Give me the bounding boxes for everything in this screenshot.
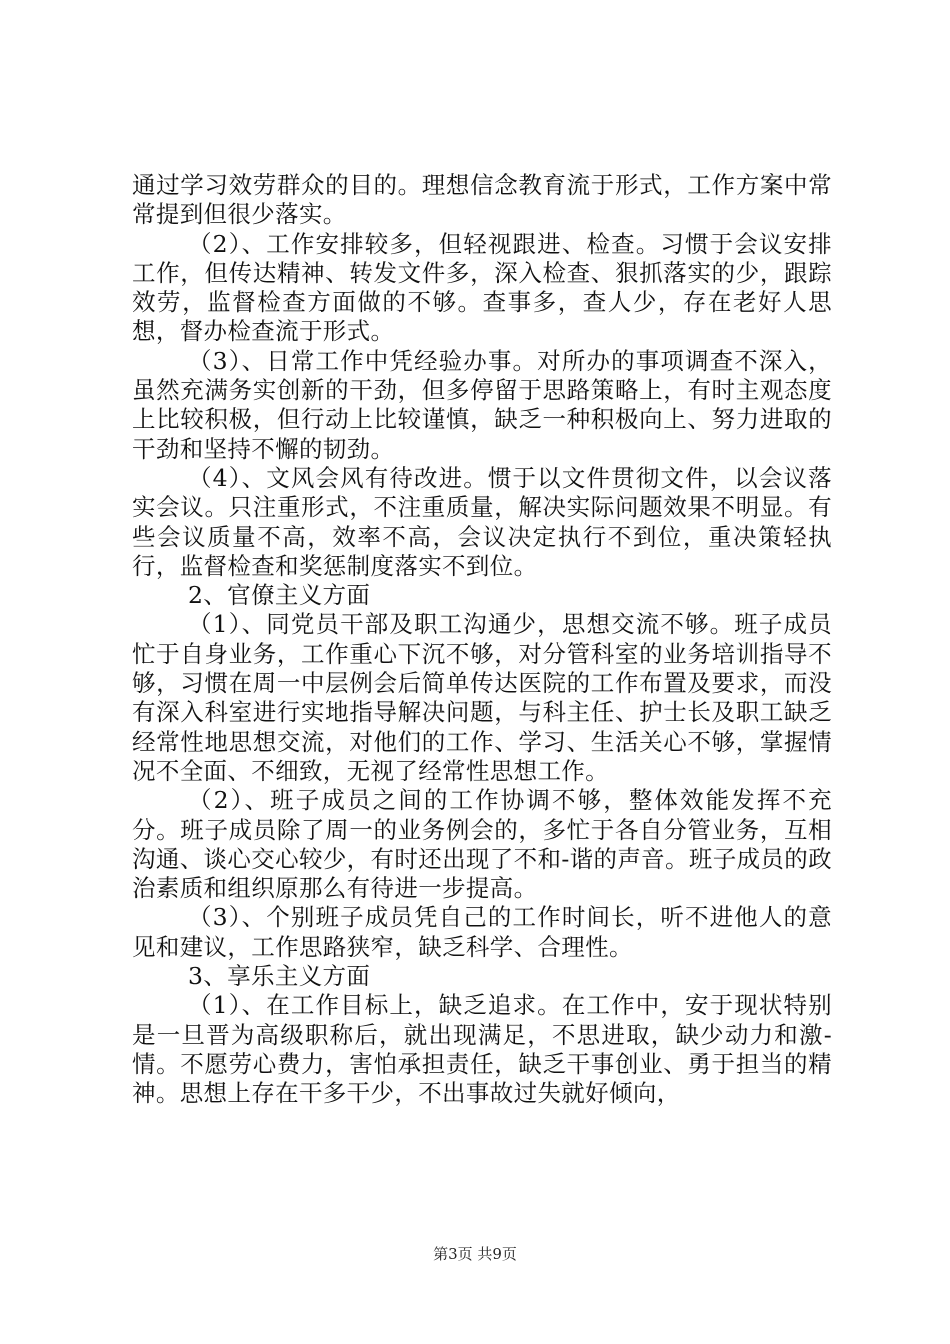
page-number-footer: 第3页 共9页 (433, 1245, 517, 1263)
paragraph-4: （4）、文风会风有待改进。惯于以文件贯彻文件，以会议落实会议。只注重形式，不注重质量，解决实际问题效果不明显。有些会议质量不高，效率不高，会议决定执行不到位，重决策轻执行，监督检查和奖惩制度落实不到位。 (132, 463, 832, 580)
paragraph-7: （3）、个别班子成员凭自己的工作时间长，听不进他人的意见和建议，工作思路狭窄，缺乏科学、合理性。 (132, 903, 832, 961)
document-body (132, 171, 832, 1109)
paragraph-8: （1）、在工作目标上，缺乏追求。在工作中，安于现状特别是一旦晋为高级职称后，就出现满足，不思进取，缺少动力和激-情。不愿劳心费力，害怕承担责任，缺乏干事创业、勇于担当的精神。思想上存在干多干少，不出事故过失就好倾向， (132, 991, 832, 1108)
paragraph-5: （1）、同党员干部及职工沟通少，思想交流不够。班子成员忙于自身业务，工作重心下沉不够，对分管科室的业务培训指导不够，习惯在周一中层例会后简单传达医院的工作布置及要求，而没有深入科室进行实地指导解决问题，与科主任、护士长及职工缺乏经常性地思想交流，对他们的工作、学习、生活关心不够，掌握情况不全面、不细致，无视了经常性思想工作。 (132, 610, 832, 785)
section-heading-hedonism: 3、享乐主义方面 (188, 962, 371, 991)
paragraph-3: （3）、日常工作中凭经验办事。对所办的事项调查不深入，虽然充满务实创新的干劲，但多停留于思路策略上，有时主观态度上比较积极，但行动上比较谨慎，缺乏一种积极向上、努力进取的干劲和坚持不懈的韧劲。 (132, 346, 832, 463)
paragraph-2: （2）、工作安排较多，但轻视跟进、检查。习惯于会议安排工作，但传达精神、转发文件多，深入检查、狠抓落实的少，跟踪效劳，监督检查方面做的不够。查事多，查人少，存在老好人思想，督办检查流于形式。 (132, 229, 832, 346)
section-heading-bureaucratism: 2、官僚主义方面 (188, 581, 371, 610)
paragraph-6: （2）、班子成员之间的工作协调不够，整体效能发挥不充分。班子成员除了周一的业务例会的，多忙于各自分管业务，互相沟通、谈心交心较少，有时还出现了不和-谐的声音。班子成员的政治素质和组织原那么有待进一步提高。 (132, 786, 832, 903)
paragraph-1: 通过学习效劳群众的目的。理想信念教育流于形式，工作方案中常常提到但很少落实。 (132, 171, 832, 229)
